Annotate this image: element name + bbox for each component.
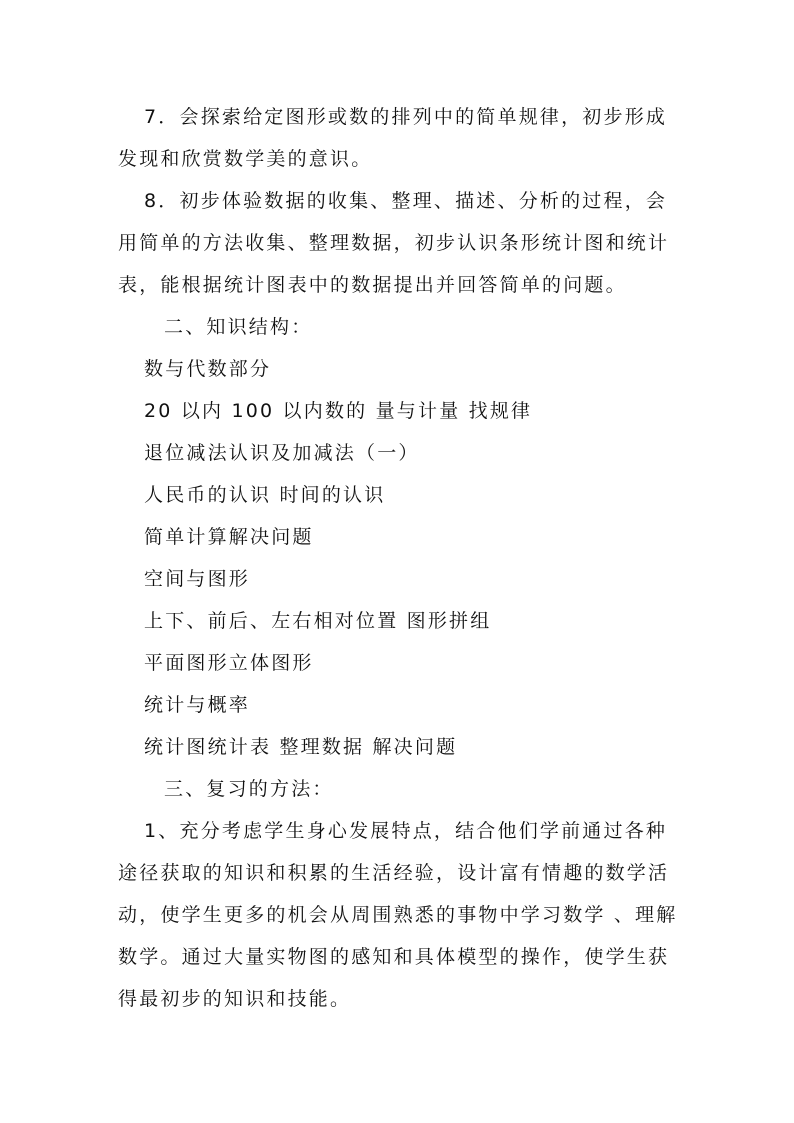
paragraph-8-line-3: 表，能根据统计图表中的数据提出并回答简单的问题。 bbox=[118, 274, 627, 296]
paragraph-7-line-1: 7．会探索给定图形或数的排列中的简单规律，初步形成 bbox=[144, 106, 668, 128]
structure-line: 统计图统计表 整理数据 解决问题 bbox=[144, 736, 458, 758]
section-heading-review-method: 三、复习的方法： bbox=[164, 778, 334, 800]
structure-line: 简单计算解决问题 bbox=[144, 526, 314, 548]
structure-line: 平面图形立体图形 bbox=[144, 652, 314, 674]
structure-line: 退位减法认识及加减法（一） bbox=[144, 442, 420, 464]
paragraph-8-line-2: 用简单的方法收集、整理数据，初步认识条形统计图和统计 bbox=[118, 232, 670, 254]
paragraph-7-line-2: 发现和欣赏数学美的意识。 bbox=[118, 148, 373, 170]
method-paragraph-line-1: 1、充分考虑学生身心发展特点，结合他们学前通过各种 bbox=[144, 820, 668, 842]
structure-line: 统计与概率 bbox=[144, 694, 251, 716]
structure-line: 20 以内 100 以内数的 量与计量 找规律 bbox=[144, 400, 533, 422]
method-paragraph-line-2: 途径获取的知识和积累的生活经验，设计富有情趣的数学活 bbox=[118, 862, 670, 884]
structure-line: 上下、前后、左右相对位置 图形拼组 bbox=[144, 610, 492, 632]
section-heading-knowledge-structure: 二、知识结构： bbox=[164, 316, 313, 338]
method-paragraph-line-4: 数学。通过大量实物图的感知和具体模型的操作，使学生获 bbox=[118, 946, 670, 968]
paragraph-8-line-1: 8．初步体验数据的收集、整理、描述、分析的过程，会 bbox=[144, 190, 668, 212]
structure-line: 人民币的认识 时间的认识 bbox=[144, 484, 386, 506]
structure-line: 数与代数部分 bbox=[144, 358, 272, 380]
method-paragraph-line-3: 动，使学生更多的机会从周围熟悉的事物中学习数学 、理解 bbox=[118, 904, 678, 926]
structure-line: 空间与图形 bbox=[144, 568, 251, 590]
method-paragraph-line-5: 得最初步的知识和技能。 bbox=[118, 988, 352, 1010]
